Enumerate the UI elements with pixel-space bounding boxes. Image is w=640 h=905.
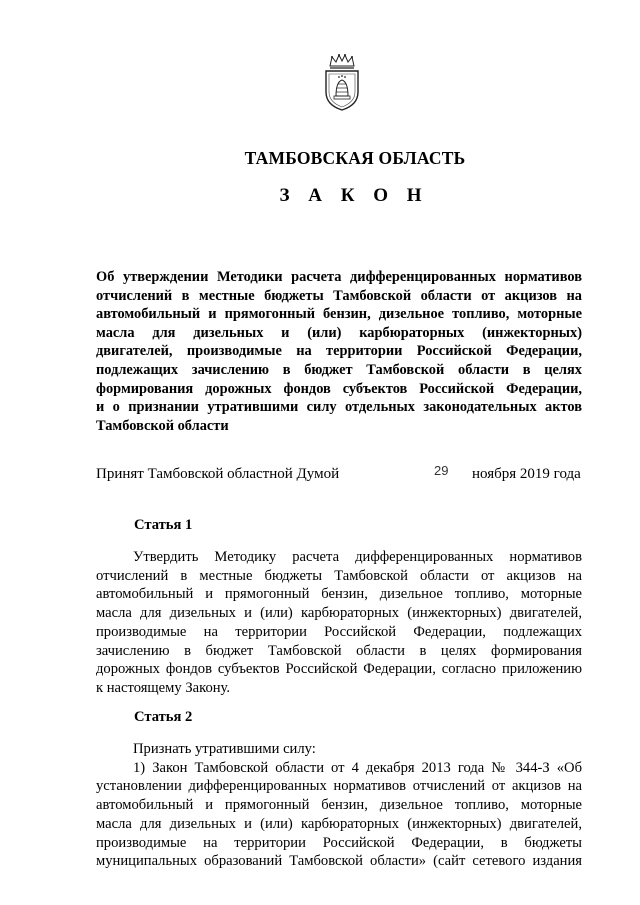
coat-of-arms-icon xyxy=(322,52,362,112)
text-line: масла для дизельных и (или) карбюраторных (инжекторных) двигателей, xyxy=(96,815,582,832)
title-line: Об утверждении Методики расчета дифференцированных нормативов xyxy=(96,269,582,285)
text-line: дорожных фондов субъектов Российской Федерации, согласно приложению xyxy=(96,661,582,678)
text-line: Утвердить Методику расчета дифференцированных нормативов xyxy=(133,549,582,565)
text-line: отчислений в местные бюджеты Тамбовской области от акцизов на xyxy=(96,567,582,584)
adoption-line xyxy=(96,463,586,488)
document-type-heading: З А К О Н xyxy=(279,185,429,206)
text-line: масла для дизельных и (или) карбюраторных (инжекторных) двигателей, xyxy=(96,605,582,622)
text-line: Признать утратившими силу: xyxy=(133,741,316,757)
region-name: ТАМБОВСКАЯ ОБЛАСТЬ xyxy=(244,148,466,168)
title-line: автомобильный и прямогонный бензин, дизельное топливо, моторные xyxy=(96,306,582,323)
text-line: к настоящему Закону. xyxy=(96,679,231,696)
text-line: производимые на территории Российской Федерации, подлежащих xyxy=(96,623,582,640)
title-line: подлежащих зачислению в бюджет Тамбовской области в целях xyxy=(96,361,582,378)
title-line: двигателей, производимые на территории Российской Федерации, xyxy=(96,343,582,360)
text-line: установлении дифференцированных нормативов отчислений от акцизов на xyxy=(96,778,582,795)
title-line: Тамбовской области xyxy=(96,417,229,434)
adoption-date: ноября 2019 года xyxy=(472,466,581,482)
title-line: и о признании утратившими силу отдельных законодательных актов xyxy=(96,399,582,416)
text-line: производимые на территории Российской Федерации, в бюджеты xyxy=(96,834,582,851)
text-line: автомобильный и прямогонный бензин, дизельное топливо, моторные xyxy=(96,797,582,814)
article-1-heading: Статья 1 xyxy=(134,517,193,533)
text-line: муниципальных образований Тамбовской области» (сайт сетевого издания xyxy=(96,853,582,870)
title-line: отчислений в местные бюджеты Тамбовской области от акцизов на xyxy=(96,287,582,304)
text-line: 1) Закон Тамбовской области от 4 декабря 2013 года № 344-З «Об xyxy=(133,759,582,776)
article-2-text xyxy=(96,740,582,871)
text-line: зачислению в бюджет Тамбовской области в целях формирования xyxy=(96,642,582,659)
adoption-day: 29 xyxy=(434,463,449,478)
title-line: масла для дизельных и (или) карбюраторных (инжекторных) xyxy=(96,324,582,341)
text-line: автомобильный и прямогонный бензин, дизельное топливо, моторные xyxy=(96,586,582,603)
article-2-heading: Статья 2 xyxy=(134,709,193,725)
title-line: формирования дорожных фондов субъектов Российской Федерации, xyxy=(96,380,582,397)
law-title xyxy=(96,268,582,435)
adopted-by: Принят Тамбовской областной Думой xyxy=(96,466,340,482)
article-1-text xyxy=(96,548,582,698)
